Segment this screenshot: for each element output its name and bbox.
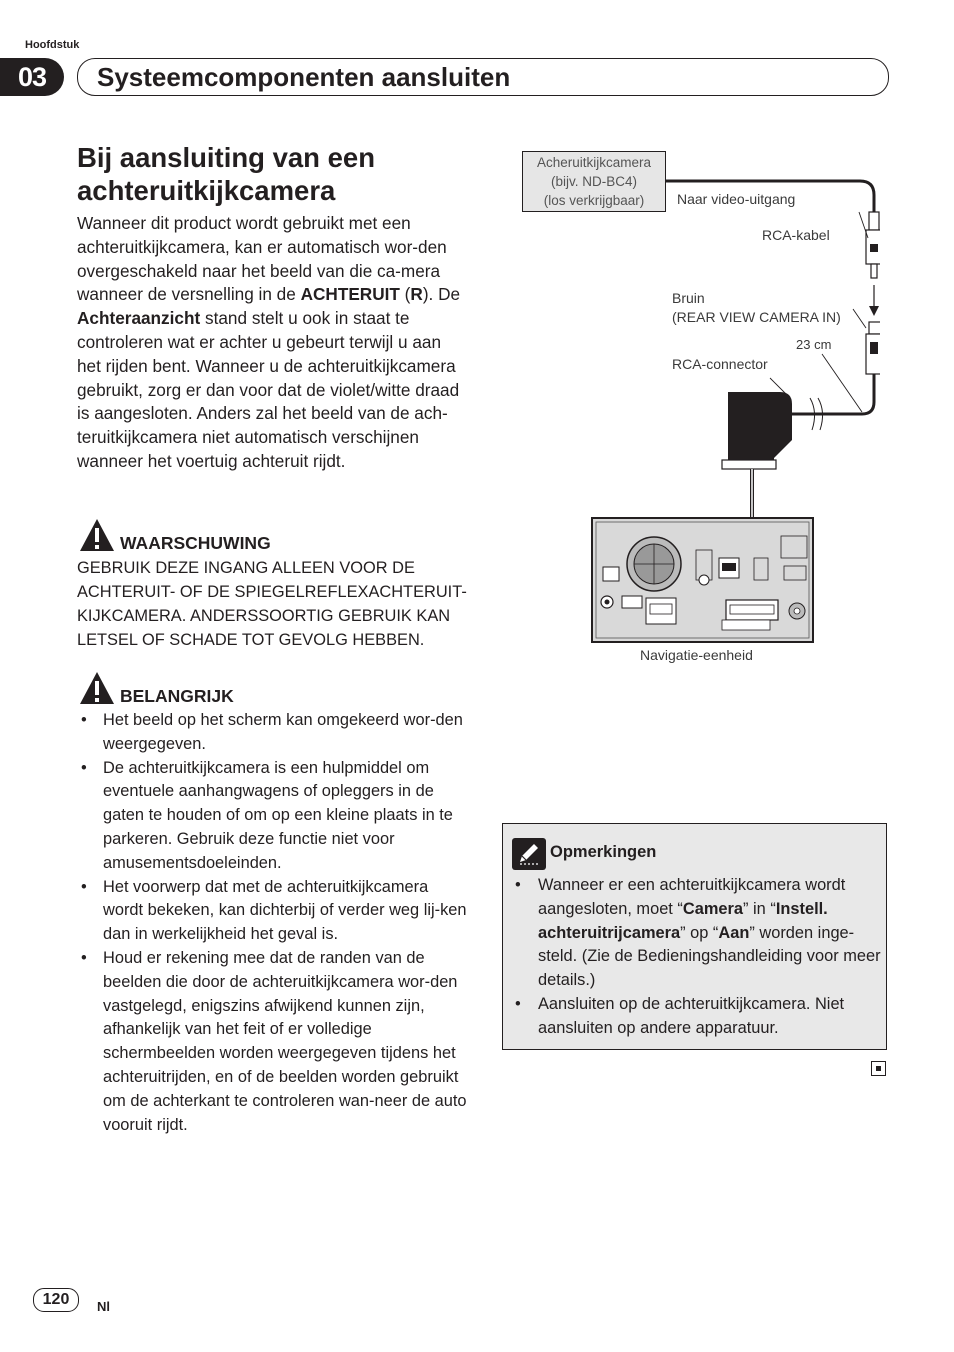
list-item: • Het voorwerp dat met de achteruitkijkcamera wordt bekeken, kan dichterbij of verder weg lij-ken dan in werkelijkheid het geval is. bbox=[77, 876, 469, 947]
important-icon bbox=[79, 671, 115, 705]
end-mark-icon bbox=[871, 1061, 886, 1076]
list-item: • De achteruitkijkcamera is een hulpmiddel om eventuele aanhangwagens of opleggers in de gaten te houden of om op een kleine plaats in te parkeren. Gebruik deze functie niet voor amusementsdoeleinden. bbox=[77, 757, 469, 876]
note-text: Wanneer er een achteruitkijkcamera wordt aangesloten, moet “ bbox=[538, 876, 846, 918]
rca-cable-label: RCA-kabel bbox=[762, 227, 830, 243]
intro-text-2: ). De bbox=[422, 284, 461, 305]
nav-unit-label: Navigatie-eenheid bbox=[640, 647, 753, 663]
intro-bold-achteraanzicht: Achteraanzicht bbox=[77, 308, 201, 329]
warning-icon bbox=[79, 518, 115, 552]
camera-label-3: (los verkrijgbaar) bbox=[543, 193, 645, 208]
intro-text-3: stand stelt u ook in staat te controleren wat er achter u gebeurt terwijl u aan het rijden bent. Wanneer u de achteruitkijkcamera gebruikt, zorg er dan voor dat de violet/witte draad is aangesloten. Anders zal het beeld van de ach-teruitkijkcamera niet automatisch verschijnen wanneer het voertuig achteruit rijdt. bbox=[77, 308, 460, 471]
note-bold-aan: Aan bbox=[718, 923, 750, 942]
list-item: • Het beeld op het scherm kan omgekeerd wor-den weergegeven. bbox=[77, 709, 469, 757]
important-list bbox=[77, 709, 469, 1137]
language-code: Nl bbox=[97, 1299, 110, 1314]
note-text: ” op “ bbox=[680, 923, 719, 942]
section-title: Bij aansluiting van een achteruitkijkcamera bbox=[77, 142, 375, 206]
note-bold-setting: Instell. achteruitrijcamera bbox=[538, 899, 828, 942]
note-text: ” in “ bbox=[743, 899, 776, 918]
note-pencil-icon bbox=[512, 838, 546, 870]
notes-heading: Opmerkingen bbox=[550, 843, 657, 861]
list-item bbox=[512, 874, 882, 993]
rca-connector-label: RCA-connector bbox=[672, 356, 768, 372]
intro-paren: ( bbox=[399, 284, 411, 305]
camera-box bbox=[522, 151, 666, 212]
brown-label: Bruin bbox=[672, 290, 705, 306]
rca-plug-upper bbox=[866, 212, 880, 278]
connector-block bbox=[728, 392, 792, 460]
rear-view-in-label: (REAR VIEW CAMERA IN) bbox=[672, 309, 841, 325]
intro-bold-r: R bbox=[410, 284, 423, 305]
video-out-label: Naar video-uitgang bbox=[677, 191, 796, 207]
list-item: • Houd er rekening mee dat de randen van de beelden die door de achteruitkijkcamera wor-den vastgelegd, enigszins afwijkend kunnen zijn, afhankelijk van het feit of er volledige schermbeelden worden weergegeven tijdens het achteruitrijden, en of de beelden worden gebruikt om de achterkant te controleren wan-neer de auto vooruit rijdt. bbox=[77, 947, 469, 1137]
chapter-number: 03 bbox=[0, 58, 64, 96]
warning-text: GEBRUIK DEZE INGANG ALLEEN VOOR DE ACHTERUIT- OF DE SPIEGELREFLEXACHTERUIT-KIJKCAMERA. ANDERSSOORTIG GEBRUIK KAN LETSEL OF SCHADE TOT GEVOLG HEBBEN. bbox=[77, 559, 467, 649]
important-heading: BELANGRIJK bbox=[120, 686, 234, 706]
rca-connector-lower bbox=[866, 322, 880, 374]
warning-heading: WAARSCHUWING bbox=[120, 533, 271, 553]
intro-paragraph bbox=[77, 212, 469, 474]
chapter-label: Hoofdstuk bbox=[25, 39, 80, 51]
connection-diagram bbox=[500, 140, 880, 650]
chapter-title: Systeemcomponenten aansluiten bbox=[97, 62, 511, 92]
page-number: 120 bbox=[33, 1288, 79, 1312]
note-text: ” worden inge-steld. (Zie de Bedieningshandleiding voor meer details.) bbox=[538, 923, 881, 990]
intro-bold-achteruit: ACHTERUIT bbox=[300, 284, 400, 305]
camera-label-2: (bijv. ND-BC4) bbox=[550, 174, 637, 189]
list-item: • Aansluiten op de achteruitkijkcamera. Niet aansluiten op andere apparatuur. bbox=[512, 993, 882, 1041]
arrow-down-icon bbox=[869, 306, 879, 316]
length-label: 23 cm bbox=[796, 337, 832, 352]
camera-label-1: Acheruitkijkcamera bbox=[536, 155, 652, 170]
note-bold-camera: Camera bbox=[682, 899, 744, 918]
notes-list bbox=[512, 874, 882, 1041]
navigation-unit bbox=[592, 518, 813, 642]
intro-text-1: Wanneer dit product wordt gebruikt met een achteruitkijkcamera, kan er automatisch wor-den overgeschakeld naar het beeld van die ca-mera wanneer de versnelling in de bbox=[77, 213, 447, 305]
